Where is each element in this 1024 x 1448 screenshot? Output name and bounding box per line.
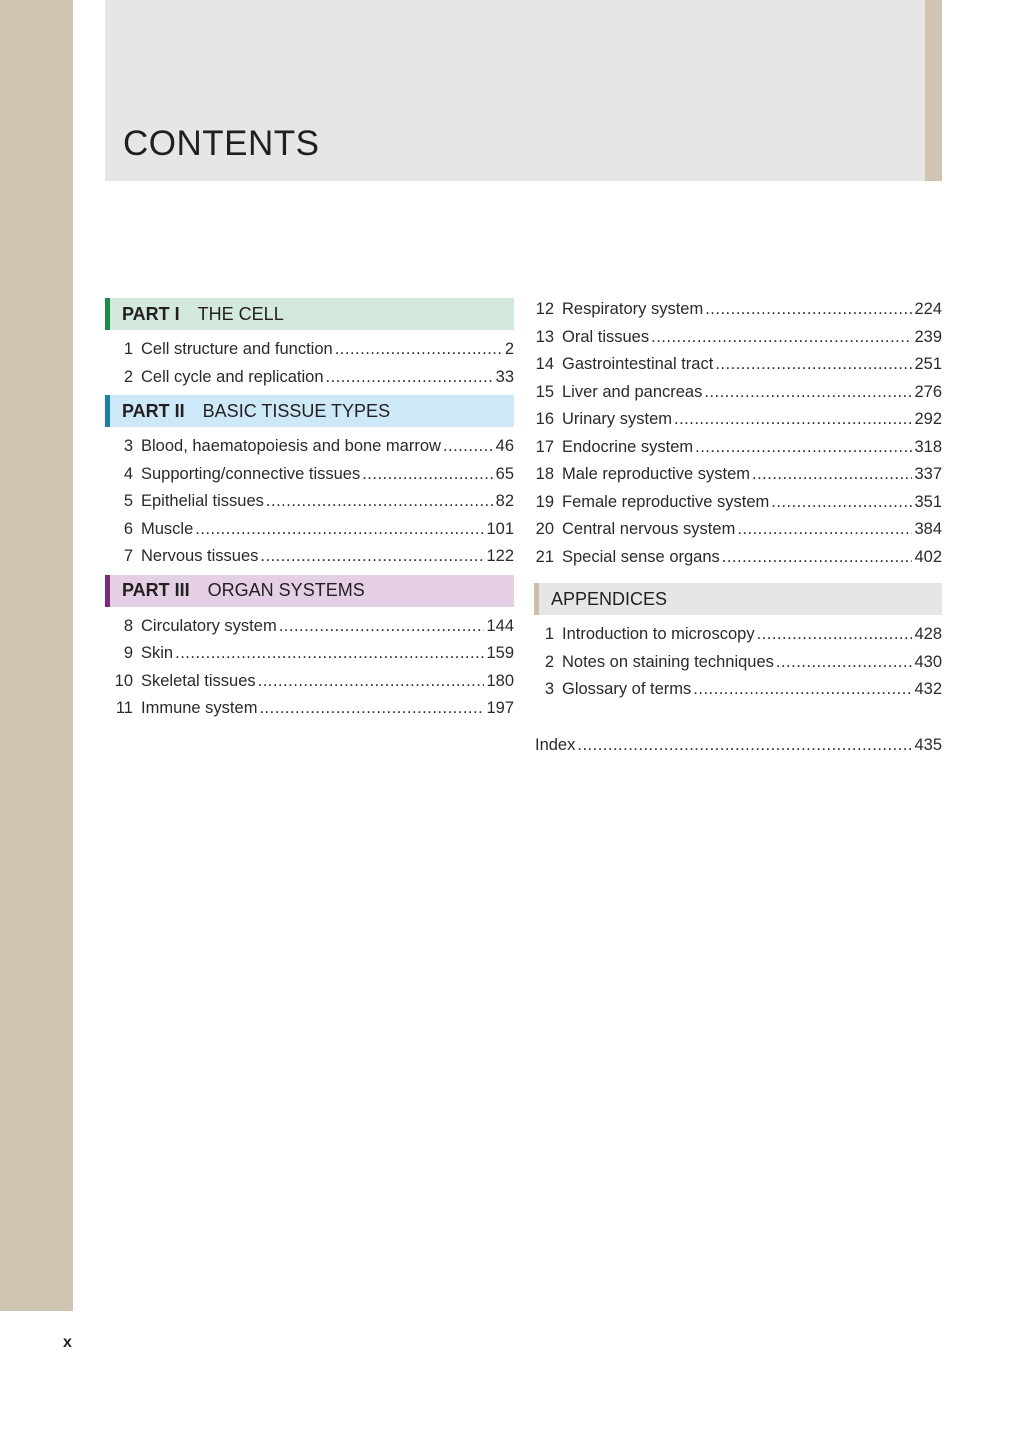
page-ref: 292 xyxy=(914,410,942,428)
page-ref: 82 xyxy=(495,492,514,510)
toc-entry[interactable] xyxy=(534,548,942,576)
part-title: BASIC TISSUE TYPES xyxy=(202,400,391,421)
leader-dots xyxy=(771,493,912,512)
part-heading-2[interactable] xyxy=(105,395,514,427)
toc-entry[interactable] xyxy=(534,520,942,548)
leader-dots xyxy=(705,300,912,319)
page-ref: 430 xyxy=(914,652,942,671)
leader-dots xyxy=(722,548,913,567)
chapter-number: 6 xyxy=(123,519,133,538)
page-ref: 276 xyxy=(914,382,942,401)
chapter-number: 20 xyxy=(535,520,554,538)
chapter-number: 7 xyxy=(123,547,133,565)
leader-dots xyxy=(715,355,912,374)
chapter-list xyxy=(105,437,514,575)
page-ref: 435 xyxy=(914,735,942,754)
appendix-number: 1 xyxy=(544,625,554,643)
toc-entry[interactable] xyxy=(105,520,514,548)
toc-right-column xyxy=(534,300,942,763)
page-ref: 180 xyxy=(486,671,514,690)
leader-dots xyxy=(259,699,484,718)
chapter-title: Circulatory system xyxy=(141,616,277,635)
leader-dots xyxy=(704,383,912,402)
leader-dots xyxy=(326,368,494,387)
appendix-title: Introduction to microscopy xyxy=(562,625,755,643)
appendix-list xyxy=(534,625,942,763)
leader-dots xyxy=(752,465,912,484)
part-title: THE CELL xyxy=(197,303,284,324)
page-title: CONTENTS xyxy=(123,124,320,163)
chapter-number: 15 xyxy=(535,382,554,401)
chapter-number: 9 xyxy=(123,644,133,662)
appendix-number: 2 xyxy=(544,652,554,671)
toc-entry[interactable] xyxy=(105,672,514,700)
toc-entry[interactable] xyxy=(534,680,942,708)
leader-dots xyxy=(674,410,912,429)
toc-entry[interactable] xyxy=(105,492,514,520)
page-number: x xyxy=(63,1334,72,1351)
leader-dots xyxy=(279,617,485,636)
chapter-number: 10 xyxy=(114,671,133,690)
chapter-title: Immune system xyxy=(141,699,258,717)
leader-dots xyxy=(693,680,912,699)
leader-dots xyxy=(335,340,503,359)
chapter-title: Epithelial tissues xyxy=(141,492,264,510)
toc-entry[interactable] xyxy=(534,410,942,438)
index-entry[interactable] xyxy=(534,736,942,764)
leader-dots xyxy=(757,625,913,644)
leader-dots xyxy=(175,644,484,663)
part-heading-1[interactable] xyxy=(105,298,514,330)
chapter-title: Skeletal tissues xyxy=(141,671,256,690)
toc-entry[interactable] xyxy=(534,328,942,356)
chapter-number: 21 xyxy=(535,547,554,566)
toc-entry[interactable] xyxy=(534,438,942,466)
toc-entry[interactable] xyxy=(105,340,514,368)
chapter-title: Liver and pancreas xyxy=(562,382,703,401)
toc-entry[interactable] xyxy=(105,465,514,493)
chapter-number: 4 xyxy=(123,464,133,483)
leader-dots xyxy=(737,520,912,539)
page-ref: 239 xyxy=(914,327,942,346)
page-ref: 384 xyxy=(914,520,942,538)
page-ref: 144 xyxy=(486,616,514,635)
leader-dots xyxy=(651,328,912,347)
chapter-number: 11 xyxy=(115,699,133,717)
chapter-number: 17 xyxy=(535,437,554,456)
chapter-title: Endocrine system xyxy=(562,437,694,456)
page-ref: 224 xyxy=(914,300,942,318)
page-ref: 65 xyxy=(495,464,514,483)
leader-dots xyxy=(266,492,494,511)
appendix-number: 3 xyxy=(544,680,554,698)
chapter-number: 2 xyxy=(123,367,133,386)
chapter-number: 5 xyxy=(123,492,133,510)
chapter-number: 19 xyxy=(535,492,554,511)
toc-entry[interactable] xyxy=(105,644,514,672)
chapter-title: Special sense organs xyxy=(562,547,720,566)
toc-entry[interactable] xyxy=(534,300,942,328)
chapter-title: Female reproductive system xyxy=(562,492,770,511)
leader-dots xyxy=(258,672,485,691)
chapter-number: 8 xyxy=(123,616,133,635)
toc-entry[interactable] xyxy=(534,355,942,383)
leader-dots xyxy=(695,438,912,457)
page-ref: 33 xyxy=(495,367,514,386)
chapter-number: 13 xyxy=(535,327,554,346)
toc-left-column xyxy=(105,298,514,727)
page-ref: 337 xyxy=(914,465,942,483)
chapter-number: 16 xyxy=(535,410,554,428)
leader-dots xyxy=(362,465,493,484)
appendix-title: Glossary of terms xyxy=(562,680,692,698)
part-number: PART I xyxy=(122,303,180,324)
part-title: ORGAN SYSTEMS xyxy=(207,580,365,600)
toc-entry[interactable] xyxy=(534,625,942,653)
chapter-number: 3 xyxy=(123,437,133,455)
page-ref: 101 xyxy=(486,519,514,538)
page-ref: 197 xyxy=(486,699,514,717)
part-number: PART III xyxy=(122,580,190,600)
appendix-title: Notes on staining techniques xyxy=(562,652,774,671)
toc-entry[interactable] xyxy=(534,653,942,681)
leader-dots xyxy=(577,736,912,755)
toc-entry[interactable] xyxy=(105,368,514,396)
page-ref: 2 xyxy=(504,340,514,358)
chapter-title: Nervous tissues xyxy=(141,547,259,565)
chapter-number: 14 xyxy=(535,355,554,373)
chapter-list xyxy=(534,300,942,575)
chapter-title: Male reproductive system xyxy=(562,465,750,483)
leader-dots xyxy=(776,653,913,672)
chapter-title: Cell structure and function xyxy=(141,340,333,358)
chapter-title: Gastrointestinal tract xyxy=(562,355,714,373)
chapter-number: 12 xyxy=(535,300,554,318)
toc-entry[interactable] xyxy=(105,699,514,727)
chapter-list xyxy=(105,617,514,727)
chapter-number: 1 xyxy=(123,340,133,358)
leader-dots xyxy=(443,437,494,456)
chapter-title: Muscle xyxy=(141,519,194,538)
chapter-title: Skin xyxy=(141,644,174,662)
chapter-title: Central nervous system xyxy=(562,520,736,538)
toc-entry[interactable] xyxy=(534,493,942,521)
page-ref: 251 xyxy=(914,355,942,373)
toc-entry[interactable] xyxy=(105,617,514,645)
header-edge-band xyxy=(925,0,942,181)
page-ref: 122 xyxy=(486,547,514,565)
appendices-heading[interactable] xyxy=(534,583,942,615)
appendices-title: APPENDICES xyxy=(551,588,668,609)
page-ref: 351 xyxy=(914,492,942,511)
chapter-title: Supporting/connective tissues xyxy=(141,464,361,483)
chapter-title: Blood, haematopoiesis and bone marrow xyxy=(141,437,441,455)
leader-dots xyxy=(260,547,484,566)
toc-entry[interactable] xyxy=(105,547,514,575)
toc-entry[interactable] xyxy=(105,437,514,465)
page-side-band xyxy=(0,0,73,1311)
chapter-title: Cell cycle and replication xyxy=(141,367,324,386)
chapter-list xyxy=(105,340,514,395)
index-label: Index xyxy=(535,735,576,754)
leader-dots xyxy=(195,520,484,539)
page-ref: 402 xyxy=(914,547,942,566)
toc-entry[interactable] xyxy=(534,383,942,411)
chapter-title: Urinary system xyxy=(562,410,673,428)
part-number: PART II xyxy=(122,400,185,421)
page-ref: 159 xyxy=(486,644,514,662)
page-ref: 46 xyxy=(495,437,514,455)
page-ref: 428 xyxy=(914,625,942,643)
chapter-title: Respiratory system xyxy=(562,300,704,318)
toc-entry[interactable] xyxy=(534,465,942,493)
page-ref: 432 xyxy=(914,680,942,698)
page-ref: 318 xyxy=(914,437,942,456)
chapter-number: 18 xyxy=(535,465,554,483)
chapter-title: Oral tissues xyxy=(562,327,650,346)
part-heading-3[interactable] xyxy=(105,575,514,607)
